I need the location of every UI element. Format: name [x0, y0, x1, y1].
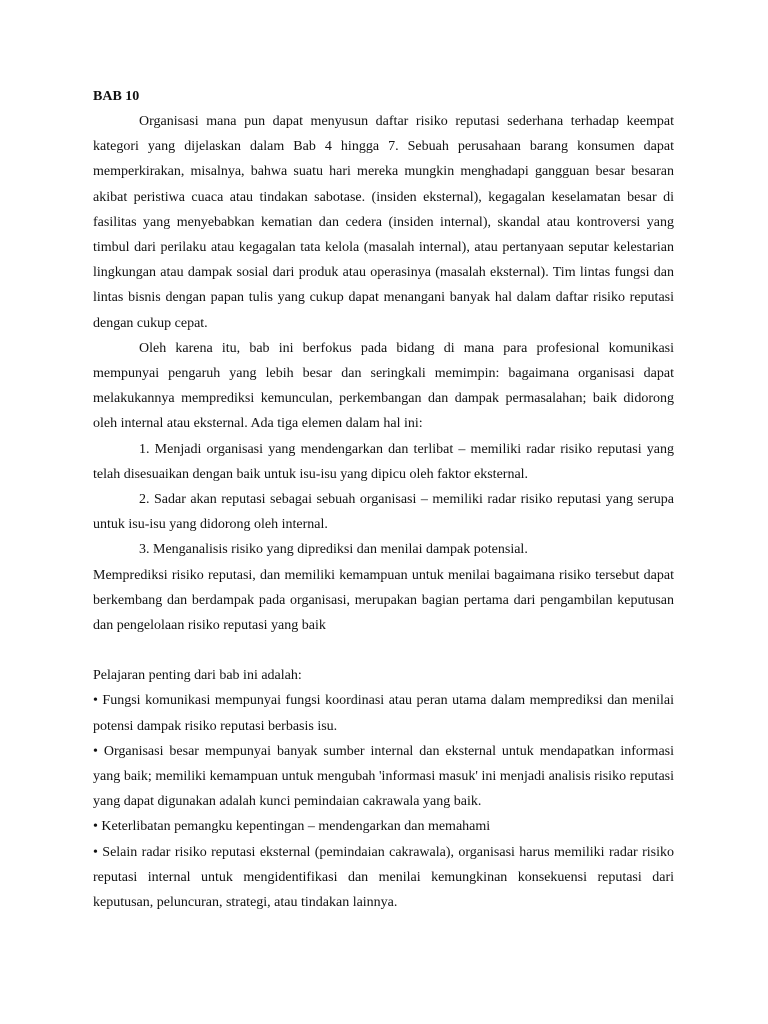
bullet-item-2: • Organisasi besar mempunyai banyak sumber internal dan eksternal untuk mendapatkan informasi yang baik; memiliki kemampuan untuk mengubah 'informasi masuk' ini menjadi analisis risiko reputasi yang dapat digunakan adalah kunci pemindaian cakrawala yang baik. — [93, 743, 674, 810]
bullet-item-4: • Selain radar risiko reputasi eksternal (pemindaian cakrawala), organisasi harus memiliki radar risiko reputasi internal untuk mengidentifikasi dan menilai kemungkinan konsekuensi reputasi dari keputusan, peluncuran, strategi, atau tindakan lainnya. — [93, 844, 674, 911]
bullet-item-1: • Fungsi komunikasi mempunyai fungsi koordinasi atau peran utama dalam memprediksi dan menilai potensi dampak risiko reputasi berbasis isu. — [93, 693, 674, 734]
paragraph-risk-list: Organisasi mana pun dapat menyusun daftar risiko reputasi sederhana terhadap keempat kategori yang dijelaskan dalam Bab 4 hingga 7. Sebuah perusahaan barang konsumen dapat memperkirakan, misalnya, bahwa suatu hari mereka mungkin menghadapi gangguan besar besaran akibat peristiwa cuaca atau tindakan sabotase. (insiden eksternal), kegagalan keselamatan besar di fasilitas yang menyebabkan kematian dan cedera (insiden internal), skandal atau kontroversi yang timbul dari perilaku atau kegagalan tata kelola (masalah internal), atau pertanyaan seputar kelestarian lingkungan atau dampak sosial dari produk atau operasinya (masalah eksternal). Tim lintas fungsi dan lintas bisnis dengan papan tulis yang cukup dapat menangani banyak hal dalam daftar risiko reputasi dengan cukup cepat. — [93, 114, 674, 331]
numbered-item-2: 2. Sadar akan reputasi sebagai sebuah organisasi – memiliki radar risiko reputasi yang serupa untuk isu-isu yang didorong oleh internal. — [93, 492, 674, 533]
blank-line — [93, 638, 674, 663]
lessons-intro: Pelajaran penting dari bab ini adalah: — [93, 668, 302, 684]
paragraph-chapter-focus: Oleh karena itu, bab ini berfokus pada bidang di mana para profesional komunikasi mempunyai pengaruh yang lebih besar dan seringkali memimpin: bagaimana organisasi dapat melakukannya memprediksi kemunculan, perkembangan dan dampak permasalahan; baik didorong oleh internal atau eksternal. Ada tiga elemen dalam hal ini: — [93, 340, 674, 432]
numbered-item-3: 3. Menganalisis risiko yang diprediksi dan menilai dampak potensial. — [139, 542, 528, 558]
chapter-heading: BAB 10 — [93, 89, 140, 104]
paragraph-summary: Memprediksi risiko reputasi, dan memiliki kemampuan untuk menilai bagaimana risiko tersebut dapat berkembang dan berdampak pada organisasi, merupakan bagian pertama dari pengambilan keputusan dan pengelolaan risiko reputasi yang baik — [93, 567, 674, 634]
bullet-item-3: • Keterlibatan pemangku kepentingan – mendengarkan dan memahami — [93, 819, 491, 835]
numbered-item-1: 1. Menjadi organisasi yang mendengarkan dan terlibat – memiliki radar risiko reputasi yang telah disesuaikan dengan baik untuk isu-isu yang dipicu oleh faktor eksternal. — [93, 441, 674, 482]
